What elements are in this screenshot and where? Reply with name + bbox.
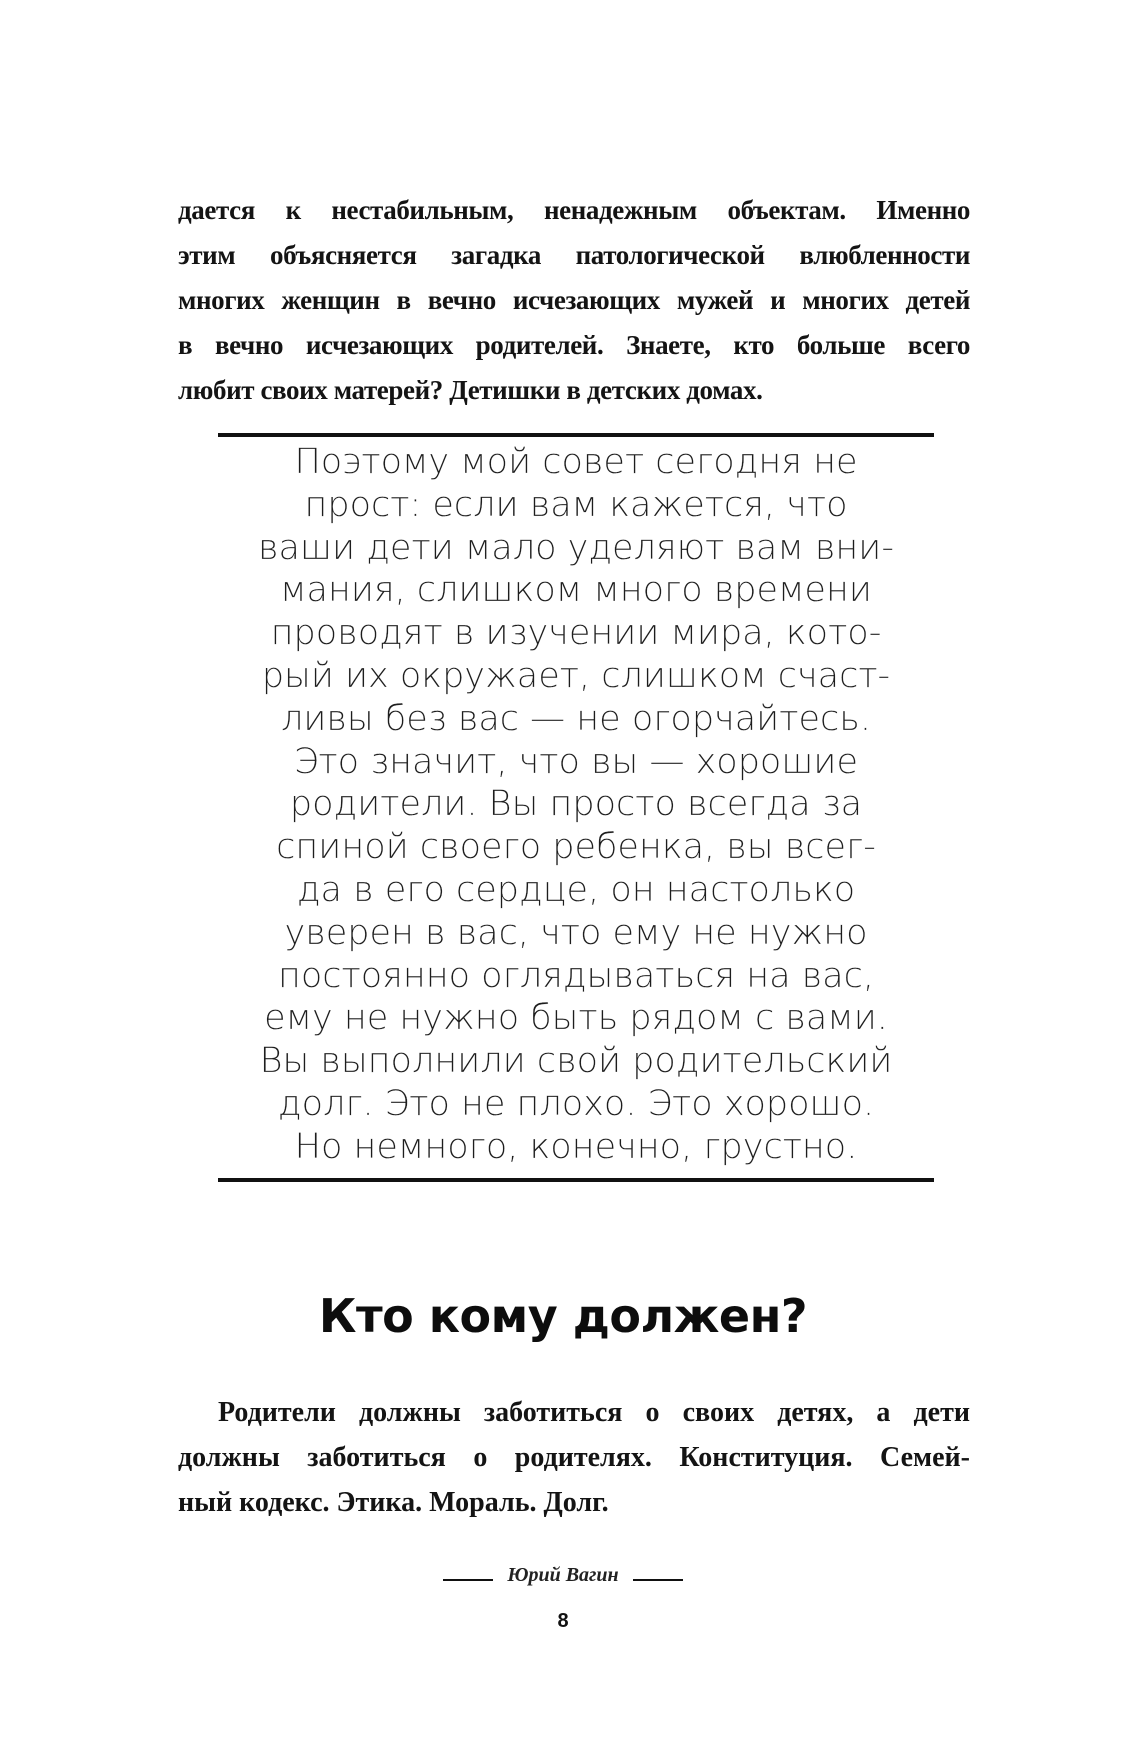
quote-line: спиной своего ребенка, вы всег- <box>276 827 876 868</box>
text-line: ный кодекс. Этика. Мораль. Долг. <box>178 1487 609 1518</box>
quote-bottom-rule <box>218 1178 934 1182</box>
text-line: в вечно исчезающих родителей. Знаете, кто больше всего <box>178 330 970 360</box>
footer-author: Юрий Вагин <box>507 1563 619 1586</box>
footer-left-dash <box>443 1579 493 1581</box>
running-footer <box>0 1560 1126 1590</box>
intro-paragraph <box>178 188 970 413</box>
quote-line: Поэтому мой совет сегодня не <box>294 442 858 482</box>
text-line: многих женщин в вечно исчезающих мужей и многих детей <box>178 285 970 315</box>
quote-line: ваши дети мало уделяют вам вни- <box>258 527 894 568</box>
quote-line: постоянно оглядываться на вас, <box>277 955 874 996</box>
quote-top-rule <box>218 433 934 437</box>
quote-line: ему не нужно быть рядом с вами. <box>264 998 888 1039</box>
quote-line: долг. Это не плохо. Это хорошо. <box>277 1083 875 1124</box>
quote-line: прост: если вам кажется, что <box>304 484 848 525</box>
page-number: 8 <box>557 1610 569 1632</box>
pull-quote <box>218 441 934 1169</box>
text-line: дается к нестабильным, ненадежным объектам. Именно <box>178 195 970 225</box>
quote-line: Вы выполнили свой родительский <box>259 1041 893 1082</box>
text-line: любит своих матерей? Детишки в детских домах. <box>178 375 763 405</box>
quote-line: да в его сердце, он настолько <box>296 869 856 910</box>
quote-line: рый их окружает, слишком счаст- <box>261 655 891 696</box>
quote-line: уверен в вас, что ему не нужно <box>284 912 868 953</box>
section-heading: Кто кому должен? <box>318 1289 808 1343</box>
quote-line: родители. Вы просто всегда за <box>289 784 863 825</box>
footer-right-dash <box>633 1579 683 1581</box>
quote-line: Но немного, конечно, грустно. <box>294 1126 858 1167</box>
quote-line: мания, слишком много времени <box>280 570 872 611</box>
quote-line: проводят в изучении мира, кото- <box>270 613 882 654</box>
section-paragraph <box>178 1390 970 1525</box>
text-line: должны заботиться о родителях. Конституция. Семей- <box>178 1442 970 1473</box>
text-line: Родители должны заботиться о своих детях, а дети <box>218 1397 970 1428</box>
quote-line: ливы без вас — не огорчайтесь. <box>281 698 871 739</box>
quote-line: Это значит, что вы — хорошие <box>293 741 859 782</box>
text-line: этим объясняется загадка патологической влюбленности <box>178 240 970 270</box>
